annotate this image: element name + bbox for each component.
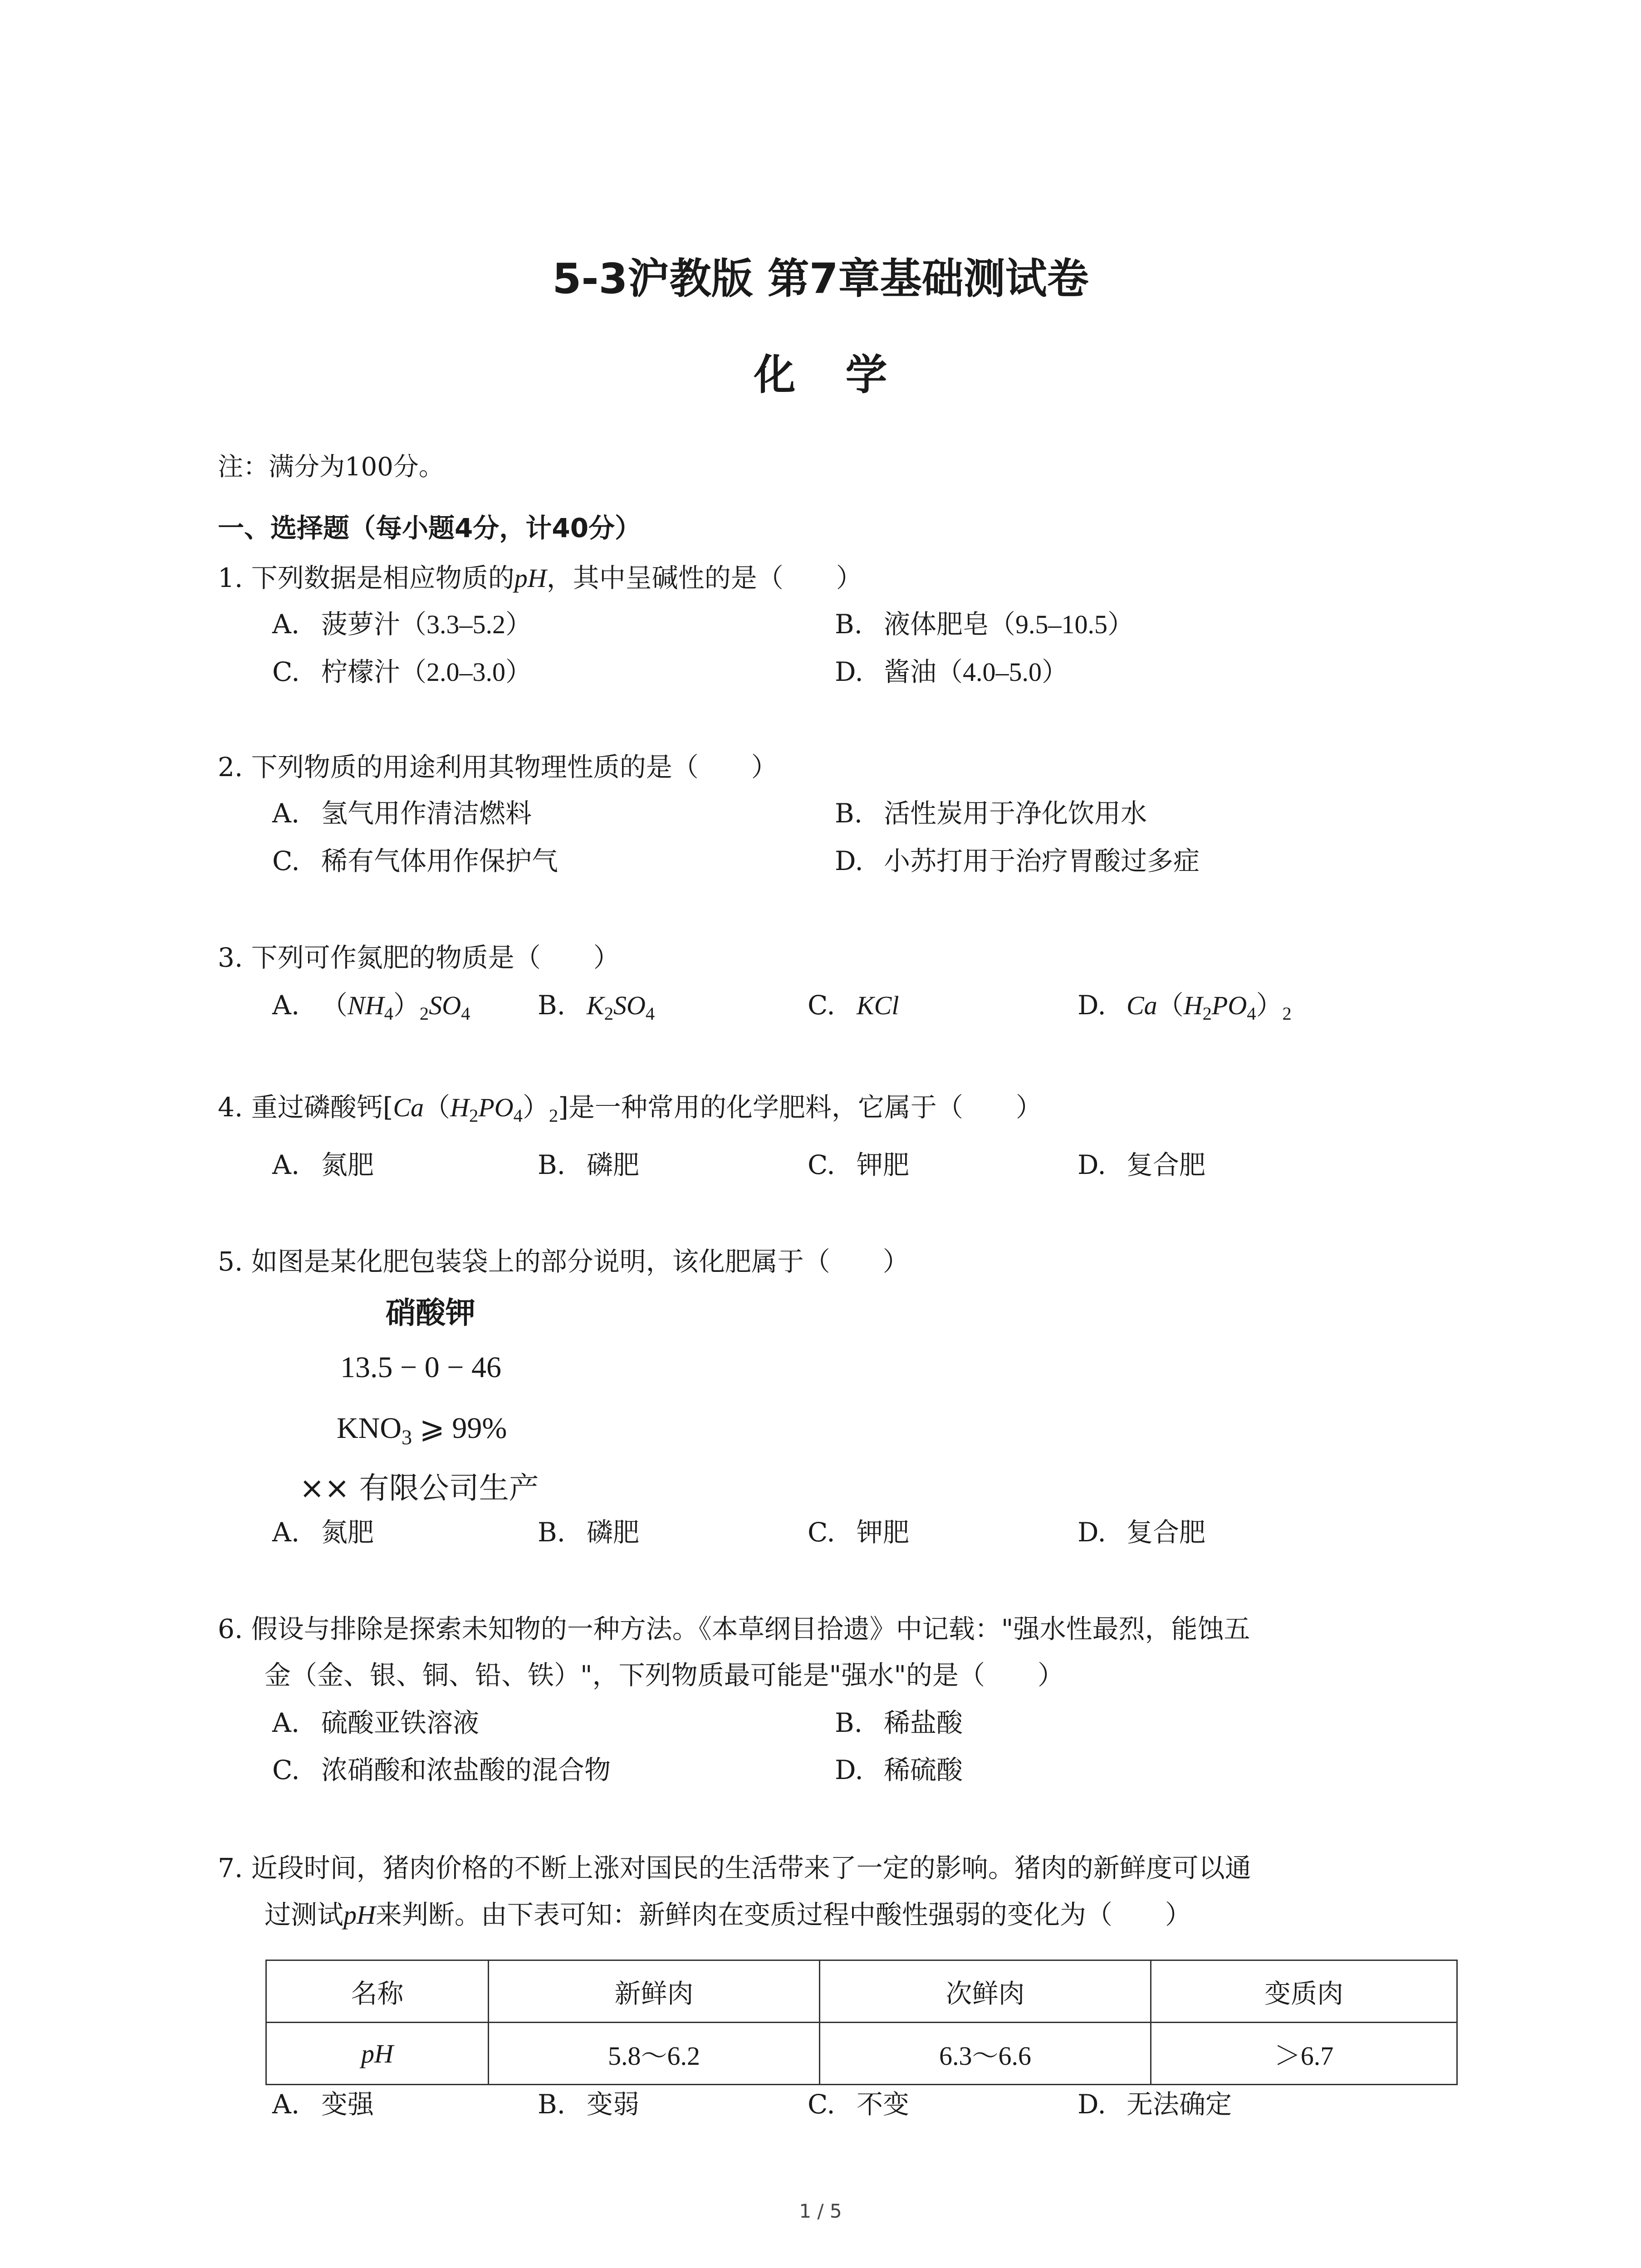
question-1-option-d[interactable]	[835, 655, 1068, 689]
option-label: D.	[835, 846, 863, 876]
question-3-option-c[interactable]	[808, 989, 899, 1022]
section-heading: 一、选择题（每小题4分，计40分）	[218, 513, 642, 543]
option-number: 4.0–5.0	[963, 657, 1042, 687]
question-2-option-a[interactable]	[272, 797, 532, 830]
fertilizer-label-figure	[299, 1295, 644, 1513]
option-label: B.	[538, 2089, 566, 2120]
question-text: 重过磷酸钙[	[251, 1092, 393, 1123]
question-text: 近段时间，猪肉价格的不断上涨对国民的生活带来了一定的影响。猪肉的新鲜度可以通	[251, 1853, 1251, 1883]
question-number: 3.	[218, 942, 243, 973]
question-7-stem-line-1	[218, 1852, 1251, 1884]
option-text: 稀有气体用作保护气	[321, 846, 558, 876]
question-4-stem	[218, 1091, 1042, 1124]
option-text: 变强	[321, 2089, 374, 2120]
question-1-option-a[interactable]	[272, 608, 532, 641]
purity-value: ⩾ 99%	[412, 1412, 507, 1445]
option-number: 2.0–3.0	[426, 657, 506, 687]
option-label: D.	[1078, 990, 1106, 1021]
table-header-cell: 名称	[266, 1960, 489, 2023]
option-label: B.	[835, 798, 863, 829]
table-cell: 6.3～6.6	[820, 2023, 1151, 2085]
ph-symbol: pH	[514, 563, 547, 593]
option-text: 酱油（	[884, 656, 963, 687]
question-text: 假设与排除是探索未知物的一种方法。《本草纲目拾遗》中记载："强水性最烈，能蚀五	[251, 1613, 1250, 1644]
question-number: 7.	[218, 1853, 243, 1883]
purity-formula: KNO	[337, 1412, 402, 1445]
option-label: A.	[272, 609, 300, 640]
question-1-option-b[interactable]	[835, 608, 1134, 641]
option-text: ）	[1107, 609, 1134, 640]
option-label: A.	[272, 990, 300, 1021]
option-label: C.	[272, 656, 300, 687]
option-label: D.	[1078, 1149, 1106, 1180]
question-5-stem	[218, 1245, 909, 1278]
exam-title: 5-3沪教版 第7章基础测试卷	[552, 254, 1089, 303]
option-label: B.	[538, 990, 566, 1021]
option-label: B.	[538, 1149, 566, 1180]
option-label: C.	[272, 846, 300, 876]
option-text: 复合肥	[1127, 1517, 1206, 1548]
table-cell: pH	[266, 2023, 489, 2085]
option-text: 硫酸亚铁溶液	[321, 1707, 480, 1738]
question-7-option-d[interactable]	[1078, 2088, 1232, 2121]
question-4-option-d[interactable]	[1078, 1149, 1205, 1181]
purity-subscript: 3	[402, 1425, 412, 1449]
formula-potassium-sulfate: $K_2SO_4$	[587, 991, 655, 1024]
option-label: B.	[835, 1707, 863, 1738]
question-6-stem-line-1	[218, 1613, 1250, 1645]
table-header-cell: 变质肉	[1151, 1960, 1457, 2023]
question-2-option-d[interactable]	[835, 845, 1200, 877]
option-text: 小苏打用于治疗胃酸过多症	[884, 846, 1200, 876]
question-6-option-b[interactable]	[835, 1706, 963, 1739]
figure-manufacturer: ×× 有限公司生产	[299, 1471, 539, 1505]
option-label: B.	[538, 1517, 566, 1548]
question-text: ]是一种常用的化学肥料，它属于（ ）	[558, 1092, 1042, 1123]
question-4-option-a[interactable]	[272, 1149, 374, 1181]
question-3-option-b[interactable]	[538, 989, 655, 1022]
question-2-option-b[interactable]	[835, 797, 1147, 830]
option-text: 氢气用作清洁燃料	[321, 798, 532, 829]
option-label: A.	[272, 2089, 300, 2120]
question-7-option-c[interactable]	[808, 2088, 909, 2121]
question-text: ，其中呈碱性的是（ ）	[546, 562, 862, 593]
option-label: C.	[808, 2089, 835, 2120]
question-6-stem-line-2: 金（金、银、铜、铅、铁）"，下列物质最可能是"强水"的是（ ）	[265, 1660, 1064, 1691]
question-5-option-d[interactable]	[1078, 1516, 1205, 1549]
question-3-option-d[interactable]	[1078, 989, 1292, 1022]
option-text: 活性炭用于净化饮用水	[884, 798, 1147, 829]
table-header-row	[266, 1960, 1457, 2023]
option-text: 氮肥	[321, 1149, 374, 1180]
formula-potassium-chloride: KCl	[857, 991, 899, 1020]
option-label: D.	[835, 656, 863, 687]
question-text: 如图是某化肥包装袋上的部分说明，该化肥属于（ ）	[251, 1246, 909, 1277]
option-text: 稀硫酸	[884, 1755, 963, 1785]
question-1-option-c[interactable]	[272, 655, 532, 689]
question-7-option-a[interactable]	[272, 2088, 374, 2121]
figure-product-name: 硝酸钾	[386, 1295, 475, 1330]
question-7-stem-line-2	[265, 1898, 1191, 1931]
question-number: 6.	[218, 1613, 243, 1644]
question-5-option-c[interactable]	[808, 1516, 909, 1549]
option-text: 复合肥	[1127, 1149, 1206, 1180]
page-number: 1 / 5	[799, 2200, 842, 2222]
option-text: 磷肥	[587, 1517, 640, 1548]
option-text: 钾肥	[857, 1149, 910, 1180]
question-number: 1.	[218, 562, 243, 593]
option-label: C.	[808, 990, 835, 1021]
option-number: 3.3–5.2	[426, 610, 506, 639]
question-6-option-d[interactable]	[835, 1754, 963, 1786]
option-label: D.	[835, 1755, 863, 1785]
question-3-stem	[218, 941, 620, 974]
question-7-option-b[interactable]	[538, 2088, 639, 2121]
option-text: 钾肥	[857, 1517, 910, 1548]
option-text: ）	[1042, 656, 1068, 687]
figure-nutrient-ratio: 13.5 − 0 − 46	[340, 1351, 501, 1384]
option-text: 无法确定	[1127, 2089, 1232, 2120]
meat-ph-table	[265, 1960, 1458, 2085]
option-label: C.	[808, 1149, 835, 1180]
formula-ammonium-sulfate: $(NH_4)_2SO_4$	[321, 990, 470, 1024]
question-6-option-c[interactable]	[272, 1754, 611, 1786]
question-number: 5.	[218, 1246, 243, 1277]
question-text: 下列数据是相应物质的	[251, 562, 514, 593]
subject-title: 化学	[754, 351, 937, 399]
option-label: A.	[272, 798, 300, 829]
question-4-option-c[interactable]	[808, 1149, 909, 1181]
option-label: C.	[808, 1517, 835, 1548]
question-1-stem	[218, 562, 862, 595]
question-2-stem	[218, 751, 778, 783]
option-label: B.	[835, 609, 863, 640]
question-text: 下列物质的用途利用其物理性质的是（ ）	[251, 752, 778, 782]
question-3-option-a[interactable]	[272, 989, 470, 1022]
question-number: 4.	[218, 1092, 243, 1123]
option-text: ）	[505, 656, 532, 687]
figure-purity	[337, 1410, 507, 1447]
question-number: 2.	[218, 752, 243, 782]
question-5-option-a[interactable]	[272, 1516, 374, 1549]
table-header-cell: 新鲜肉	[489, 1960, 820, 2023]
option-label: C.	[272, 1755, 300, 1785]
formula-calcium-dihydrogen-phosphate: $Ca(H_2PO_4)_2$	[1127, 990, 1292, 1024]
option-text: 菠萝汁（	[321, 609, 427, 640]
table-header-cell: 次鲜肉	[820, 1960, 1151, 2023]
option-text: 柠檬汁（	[321, 656, 427, 687]
option-label: D.	[1078, 2089, 1106, 2120]
option-text: 氮肥	[321, 1517, 374, 1548]
question-text: 来判断。由下表可知：新鲜肉在变质过程中酸性强弱的变化为（ ）	[375, 1899, 1191, 1930]
ph-symbol: pH	[343, 1900, 376, 1930]
question-text: 过测试	[265, 1899, 344, 1930]
score-note: 注：满分为100分。	[218, 452, 444, 482]
formula-calcium-dihydrogen-phosphate: $Ca(H_2PO_4)_2$	[393, 1092, 558, 1126]
option-text: 变弱	[587, 2089, 640, 2120]
question-5-option-b[interactable]	[538, 1516, 639, 1549]
option-text: ）	[505, 609, 532, 640]
option-text: 浓硝酸和浓盐酸的混合物	[321, 1755, 611, 1785]
table-cell: ＞6.7	[1151, 2023, 1457, 2085]
question-text: 下列可作氮肥的物质是（ ）	[251, 942, 620, 973]
option-label: D.	[1078, 1517, 1106, 1548]
option-text: 不变	[857, 2089, 910, 2120]
option-text: 液体肥皂（	[884, 609, 1016, 640]
option-label: A.	[272, 1707, 300, 1738]
question-2-option-c[interactable]	[272, 845, 558, 877]
option-label: A.	[272, 1149, 300, 1180]
question-6-option-a[interactable]	[272, 1706, 479, 1739]
option-text: 磷肥	[587, 1149, 640, 1180]
table-cell: 5.8～6.2	[489, 2023, 820, 2085]
table-row	[266, 2023, 1457, 2085]
option-number: 9.5–10.5	[1015, 610, 1108, 639]
question-4-option-b[interactable]	[538, 1149, 639, 1181]
option-label: A.	[272, 1517, 300, 1548]
option-text: 稀盐酸	[884, 1707, 963, 1738]
